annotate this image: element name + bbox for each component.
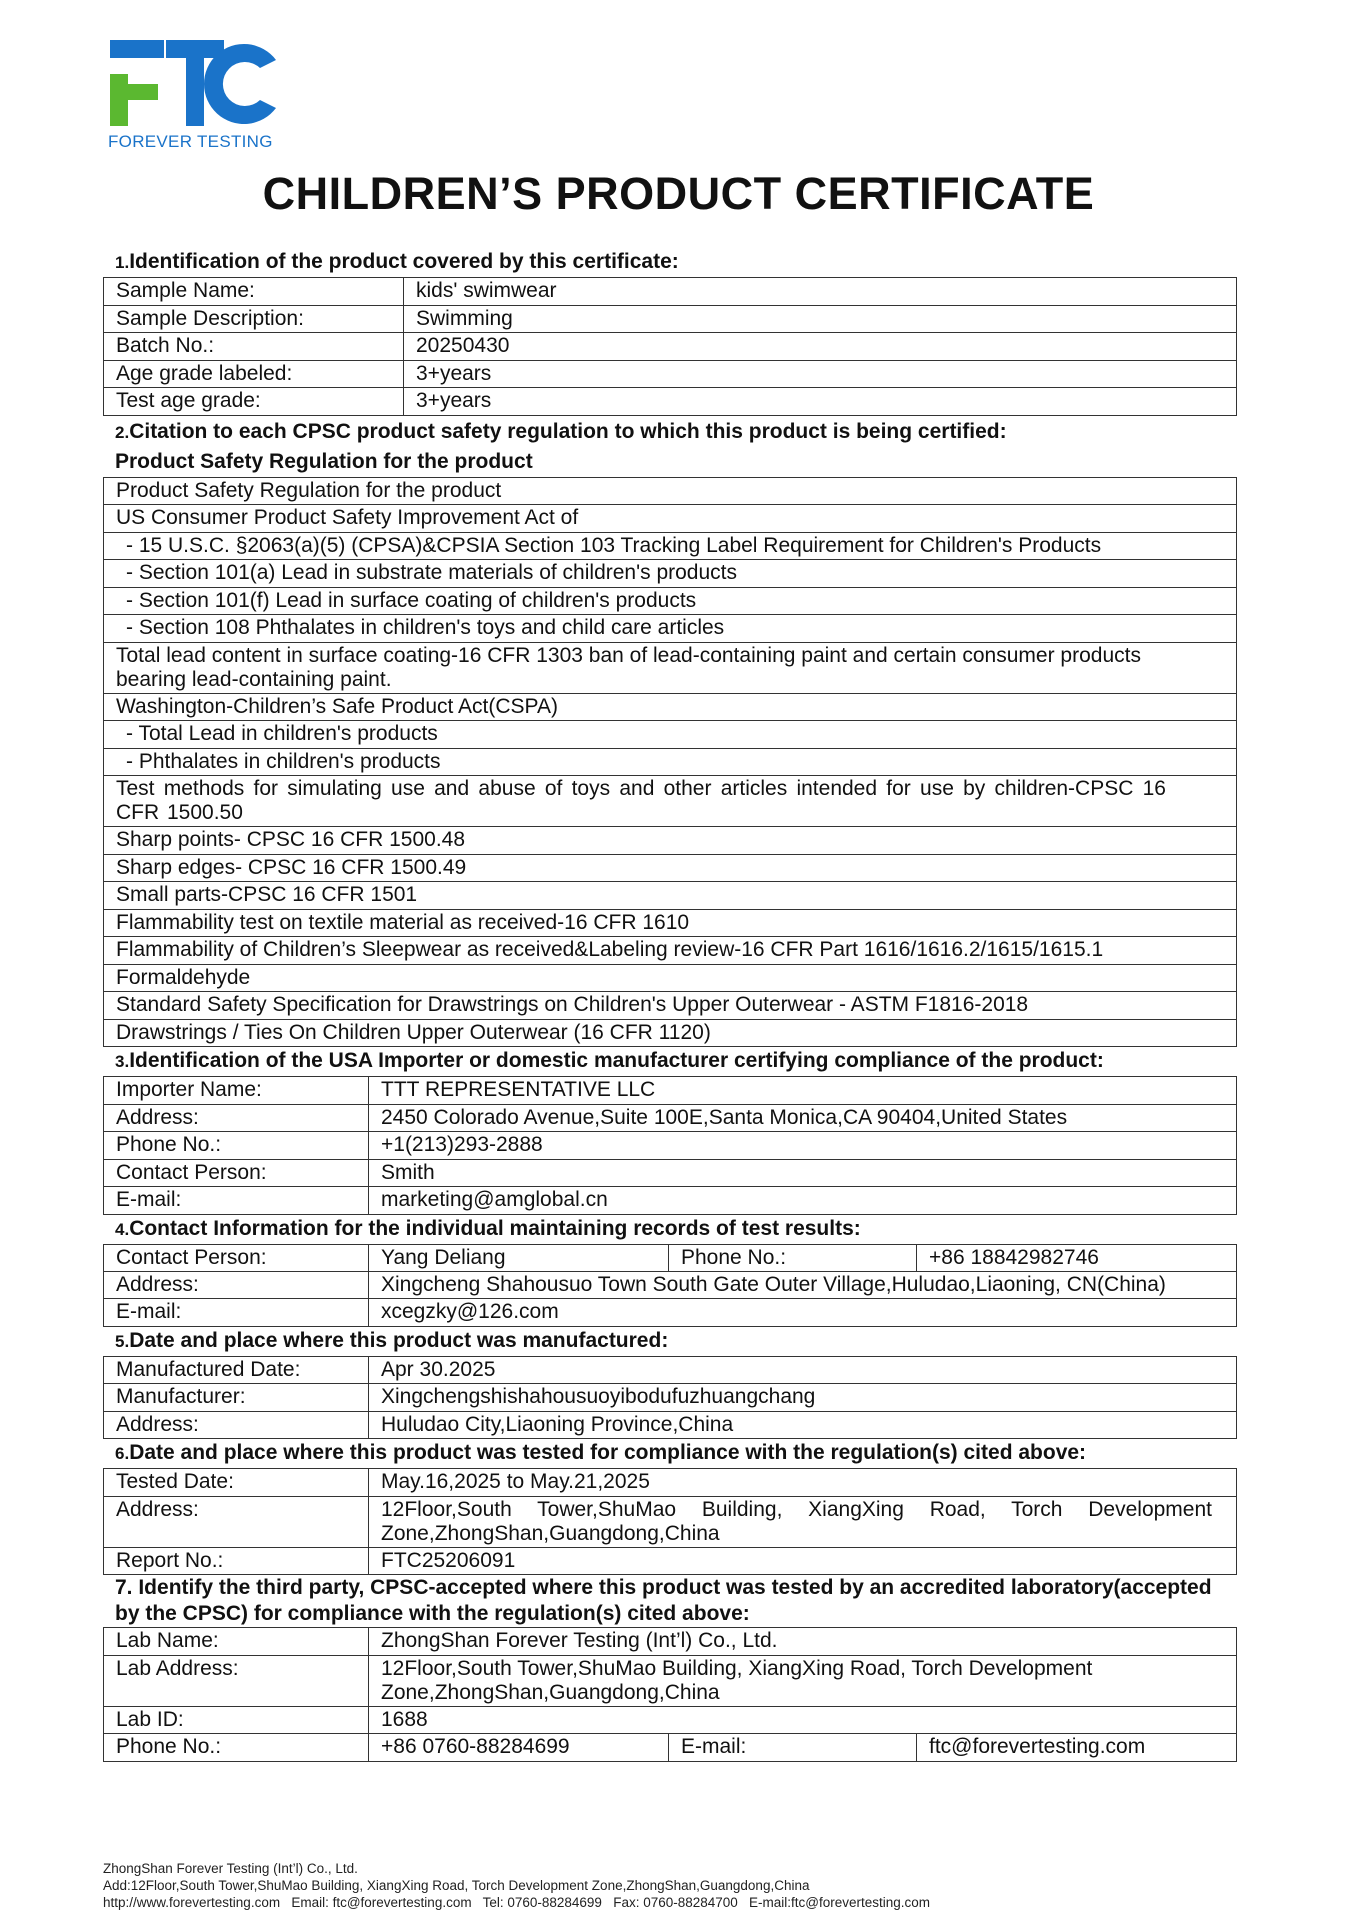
table-row [104, 1628, 1237, 1656]
row-value: +1(213)293-2888 [369, 1132, 1237, 1160]
table-row [104, 909, 1237, 937]
table-row [104, 388, 1237, 416]
logo-subtitle: FOREVER TESTING [108, 132, 273, 151]
row-value: FTC25206091 [369, 1547, 1237, 1575]
table-row [104, 748, 1237, 776]
row-value: 3+years [404, 388, 1237, 416]
section-number: 2. [115, 422, 130, 442]
row-label: Address: [104, 1104, 369, 1132]
laboratory-table [103, 1627, 1237, 1762]
section-5-heading [103, 1327, 1237, 1356]
row-label: Address: [104, 1496, 369, 1547]
row-label: Address: [104, 1411, 369, 1439]
records-contact-table [103, 1244, 1237, 1327]
table-row [104, 992, 1237, 1020]
row-label: E-mail: [104, 1187, 369, 1215]
row-label: E-mail: [104, 1299, 369, 1327]
regulation-item: - 15 U.S.C. §2063(a)(5) (CPSA)&CPSIA Section 103 Tracking Label Requirement for Children's Products [104, 532, 1237, 560]
row-label: Report No.: [104, 1547, 369, 1575]
regulation-item: US Consumer Product Safety Improvement Act of [104, 505, 1237, 533]
regulation-item: Formaldehyde [104, 964, 1237, 992]
regulation-item: - Section 108 Phthalates in children's toys and child care articles [104, 615, 1237, 643]
table-row [104, 532, 1237, 560]
section-2-heading [103, 418, 1237, 447]
table-row [104, 305, 1237, 333]
row-value: May.16,2025 to May.21,2025 [369, 1469, 1237, 1497]
row-label: Phone No.: [669, 1244, 917, 1272]
regulation-item: - Section 101(f) Lead in surface coating of children's products [104, 587, 1237, 615]
table-row [104, 693, 1237, 721]
row-value: Swimming [404, 305, 1237, 333]
section-1-heading [103, 248, 1237, 277]
table-row [104, 1384, 1237, 1412]
table-row [104, 477, 1237, 505]
regulation-item: Drawstrings / Ties On Children Upper Outerwear (16 CFR 1120) [104, 1019, 1237, 1047]
table-row [104, 1706, 1237, 1734]
row-value: Apr 30.2025 [369, 1356, 1237, 1384]
section-6-heading [103, 1439, 1237, 1468]
manufacture-table [103, 1356, 1237, 1440]
table-row [104, 776, 1237, 827]
section-number: 6. [115, 1444, 130, 1463]
table-row [104, 1356, 1237, 1384]
row-label: Contact Person: [104, 1244, 369, 1272]
regulations-table [103, 477, 1237, 1048]
row-label: Sample Description: [104, 305, 404, 333]
regulation-item: - Total Lead in children's products [104, 721, 1237, 749]
table-row [104, 1244, 1237, 1272]
table-row [104, 1019, 1237, 1047]
row-label: Address: [104, 1272, 369, 1299]
row-label: Age grade labeled: [104, 360, 404, 388]
row-label: Manufactured Date: [104, 1356, 369, 1384]
section-title: Contact Information for the individual maintaining records of test results: [129, 1216, 861, 1240]
table-row [104, 505, 1237, 533]
row-value: kids' swimwear [404, 278, 1237, 306]
ftc-logo [108, 38, 278, 158]
table-row [104, 1469, 1237, 1497]
table-row [104, 1272, 1237, 1299]
row-value: TTT REPRESENTATIVE LLC [369, 1077, 1237, 1105]
row-value: 12Floor,South Tower,ShuMao Building, XiangXing Road, Torch Development Zone,ZhongShan,Guangdong,China [369, 1496, 1237, 1547]
table-row [104, 1159, 1237, 1187]
regulation-item: Sharp edges- CPSC 16 CFR 1500.49 [104, 854, 1237, 882]
table-row [104, 560, 1237, 588]
row-value: xcegzky@126.com [369, 1299, 1237, 1327]
row-value: Xingcheng Shahousuo Town South Gate Outer Village,Huludao,Liaoning, CN(China) [369, 1272, 1237, 1299]
row-label: Sample Name: [104, 278, 404, 306]
row-label: Phone No.: [104, 1132, 369, 1160]
certificate-title: CHILDREN’S PRODUCT CERTIFICATE [262, 168, 1095, 219]
ftc-logo-mark [108, 38, 278, 130]
row-label: E-mail: [669, 1734, 917, 1762]
row-label: Lab ID: [104, 1706, 369, 1734]
section-4-heading [103, 1215, 1237, 1244]
row-value: ftc@forevertesting.com [917, 1734, 1237, 1762]
table-row [104, 615, 1237, 643]
product-identification-table [103, 277, 1237, 416]
row-value: Smith [369, 1159, 1237, 1187]
table-row [104, 882, 1237, 910]
table-row [104, 1411, 1237, 1439]
table-row [104, 1104, 1237, 1132]
regulation-item: Flammability test on textile material as received-16 CFR 1610 [104, 909, 1237, 937]
regulation-item: Test methods for simulating use and abuse of toys and other articles intended for use by children-CPSC 16 CFR 1500.50 [104, 776, 1237, 827]
row-label: Importer Name: [104, 1077, 369, 1105]
table-row [104, 937, 1237, 965]
table-row [104, 360, 1237, 388]
row-value: marketing@amglobal.cn [369, 1187, 1237, 1215]
regulation-item: Flammability of Children’s Sleepwear as received&Labeling review-16 CFR Part 1616/1616.2/1615/1615.1 [104, 937, 1237, 965]
row-label: Contact Person: [104, 1159, 369, 1187]
regulation-item: Product Safety Regulation for the product [104, 477, 1237, 505]
section-number: 5. [115, 1331, 130, 1351]
row-value: Xingchengshishahousuoyibodufuzhuangchang [369, 1384, 1237, 1412]
section-7-heading: 7. Identify the third party, CPSC-accepted where this product was tested by an accredited laboratory(accepted by the CPSC) for compliance with the regulation(s) cited above: [115, 1576, 1212, 1625]
row-value: ZhongShan Forever Testing (Int’l) Co., Ltd. [369, 1628, 1237, 1656]
row-label: Manufacturer: [104, 1384, 369, 1412]
table-row [104, 827, 1237, 855]
footer-company: ZhongShan Forever Testing (Int’l) Co., Ltd. [103, 1861, 358, 1876]
regulation-item: - Phthalates in children's products [104, 748, 1237, 776]
table-row [104, 1734, 1237, 1762]
table-row [104, 1132, 1237, 1160]
table-row [104, 278, 1237, 306]
section-title: Date and place where this product was tested for compliance with the regulation(s) cited above: [129, 1441, 1087, 1464]
row-label: Lab Name: [104, 1628, 369, 1656]
section-number: 4. [115, 1219, 130, 1239]
row-label: Test age grade: [104, 388, 404, 416]
certificate-body [103, 248, 1237, 1762]
table-row [104, 1655, 1237, 1706]
table-row [104, 721, 1237, 749]
footer-contacts: http://www.forevertesting.com Email: ftc@forevertesting.com Tel: 0760-88284699 Fax: 0760-88284700 E-mail:ftc@forevertesting.com [103, 1895, 931, 1910]
row-value: +86 18842982746 [917, 1244, 1237, 1272]
table-row [104, 1496, 1237, 1547]
table-row [104, 1187, 1237, 1215]
regulation-item: - Section 101(a) Lead in substrate materials of children's products [104, 560, 1237, 588]
section-title: Identification of the product covered by this certificate: [129, 250, 679, 273]
table-row [104, 1547, 1237, 1575]
section-2-subheading: Product Safety Regulation for the product [115, 449, 533, 473]
section-title: Date and place where this product was manufactured: [129, 1328, 669, 1352]
row-value: 3+years [404, 360, 1237, 388]
table-row [104, 642, 1237, 693]
importer-table [103, 1076, 1237, 1215]
row-label: Batch No.: [104, 333, 404, 361]
regulation-item: Washington-Children’s Safe Product Act(CSPA) [104, 693, 1237, 721]
row-value: 1688 [369, 1706, 1237, 1734]
row-label: Tested Date: [104, 1469, 369, 1497]
row-value: 12Floor,South Tower,ShuMao Building, XiangXing Road, Torch Development Zone,ZhongShan,Guangdong,China [369, 1655, 1237, 1706]
row-value: Yang Deliang [369, 1244, 669, 1272]
section-3-heading [103, 1047, 1237, 1076]
footer-address: Add:12Floor,South Tower,ShuMao Building, XiangXing Road, Torch Development Zone,ZhongShan,Guangdong,China [103, 1878, 810, 1893]
regulation-item: Sharp points- CPSC 16 CFR 1500.48 [104, 827, 1237, 855]
row-value: Huludao City,Liaoning Province,China [369, 1411, 1237, 1439]
section-number: 1. [115, 253, 130, 272]
regulation-item: Small parts-CPSC 16 CFR 1501 [104, 882, 1237, 910]
table-row [104, 587, 1237, 615]
section-title: Identification of the USA Importer or domestic manufacturer certifying compliance of the product: [129, 1049, 1104, 1072]
table-row [104, 854, 1237, 882]
table-row [104, 1077, 1237, 1105]
section-number: 3. [115, 1052, 130, 1071]
section-title: Citation to each CPSC product safety regulation to which this product is being certified: [129, 419, 1007, 443]
row-value: 2450 Colorado Avenue,Suite 100E,Santa Monica,CA 90404,United States [369, 1104, 1237, 1132]
footer [103, 1860, 930, 1911]
regulation-item: Total lead content in surface coating-16 CFR 1303 ban of lead-containing paint and certain consumer products bearing lead-containing paint. [104, 642, 1237, 693]
row-label: Lab Address: [104, 1655, 369, 1706]
table-row [104, 333, 1237, 361]
row-value: +86 0760-88284699 [369, 1734, 669, 1762]
table-row [104, 1299, 1237, 1327]
regulation-item: Standard Safety Specification for Drawstrings on Children's Upper Outerwear - ASTM F1816-2018 [104, 992, 1237, 1020]
testing-table [103, 1468, 1237, 1575]
table-row [104, 964, 1237, 992]
row-label: Phone No.: [104, 1734, 369, 1762]
row-value: 20250430 [404, 333, 1237, 361]
